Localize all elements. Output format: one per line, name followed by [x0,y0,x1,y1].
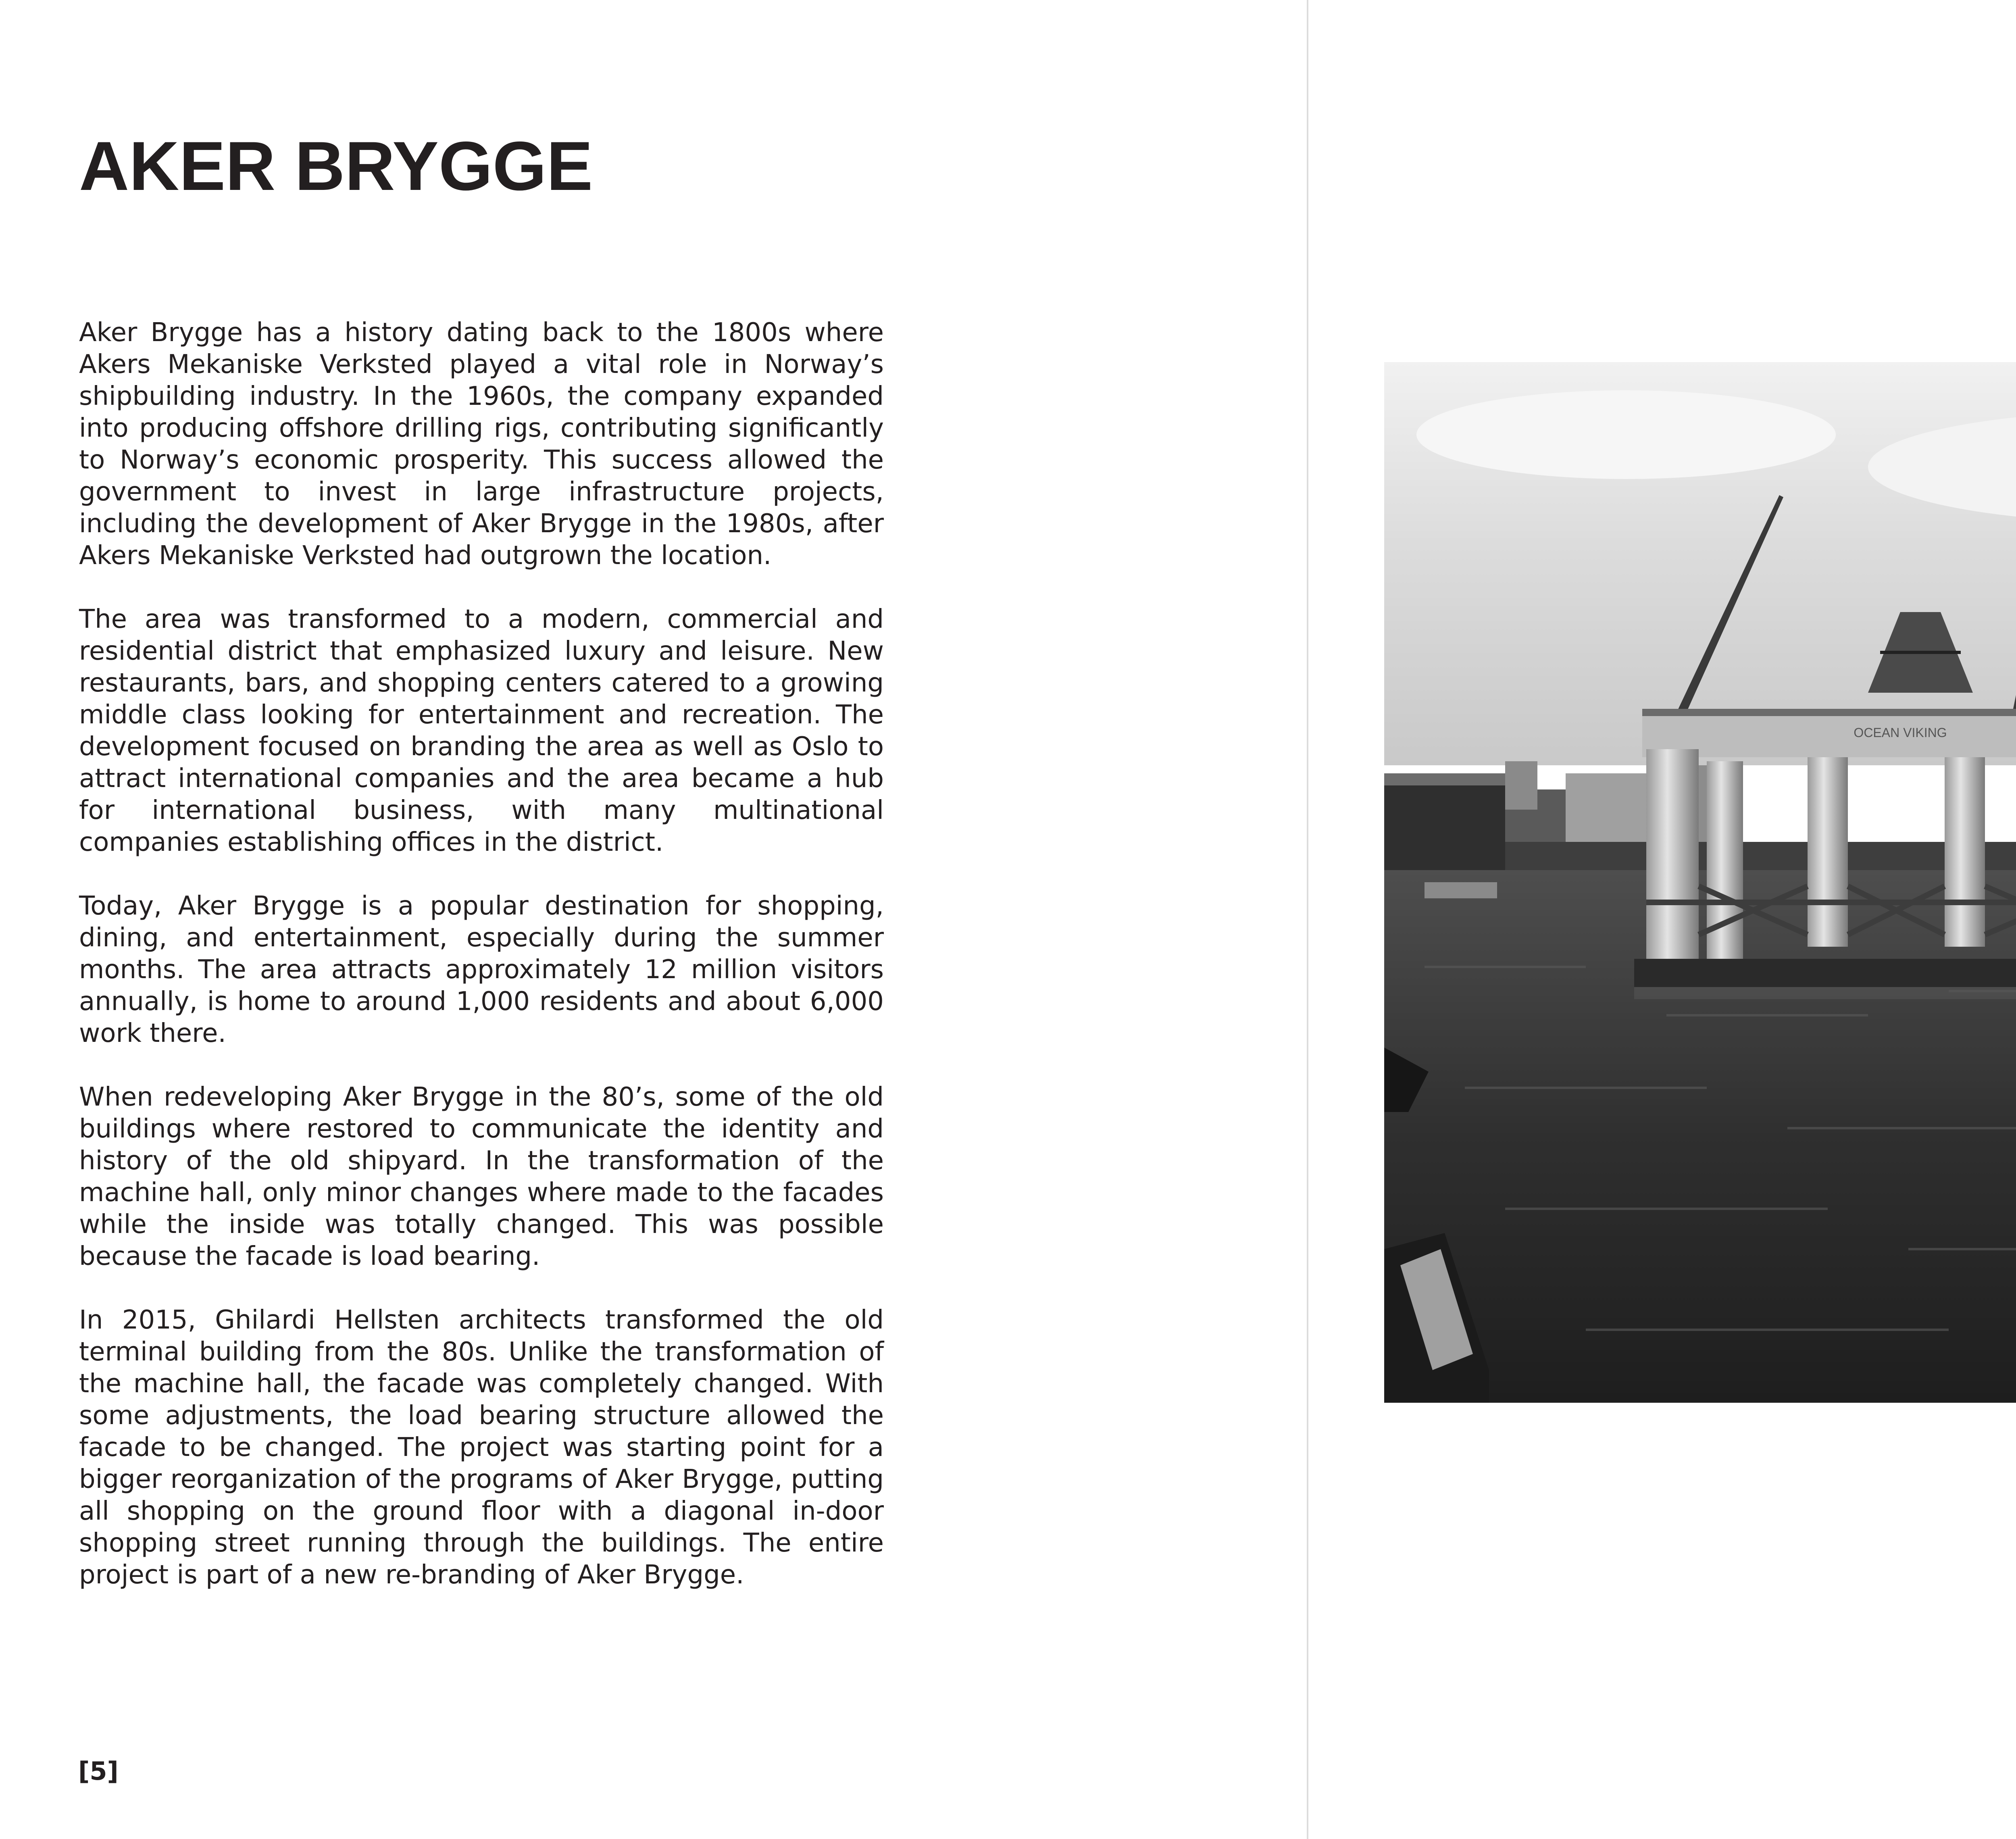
article-body [79,317,884,1591]
article-paragraph: Aker Brygge has a history dating back to the 1800s where Akers Mekaniske Verksted played a vital role in Norway’s shipbuilding industry. In the 1960s, the company expanded into producing offshore drilling rigs, contributing significantly to Norway’s economic prosperity. This success allowed the government to invest in large infrastructure projects, including the development of Aker Brygge in the 1980s, after Akers Mekaniske Verksted had outgrown the location. [79,318,884,571]
page-number: [5] [78,1756,119,1786]
rig-leg [1808,757,1848,947]
rig-leg [1945,757,1985,947]
photo-caption [1764,1420,2016,1475]
page-spread-divider [1307,0,1308,1839]
rig-leg [1707,761,1743,963]
harbor-photo [1384,362,2016,1403]
article-paragraph: When redeveloping Aker Brygge in the 80’s, some of the old buildings where restored to communicate the identity and history of the old shipyard. In the transformation of the machine hall, only minor changes where made to the facades while the inside was totally changed. This was possible because the facade is load bearing. [79,1082,884,1271]
article-paragraph: In 2015, Ghilardi Hellsten architects transformed the old terminal building from the 80s. Unlike the transformation of the machine hall, the facade was completely changed. With some adjustments, the load bearing structure allowed the facade to be changed. The project was starting point for a bigger reorganization of the programs of Aker Brygge, putting all shopping on the ground floor with a diagonal in-door shopping street running through the buildings. The entire project is part of a new re-branding of Aker Brygge. [79,1305,884,1590]
caption-title [1764,1420,2016,1447]
page-title: AKER BRYGGE [79,127,593,205]
small-boat [1425,882,1497,898]
article-paragraph: The area was transformed to a modern, commercial and residential district that emphasized luxury and leisure. New restaurants, bars, and shopping centers catered to a growing middle class looking for entertainment and recreation. The development focused on branding the area as well as Oslo to attract international companies and the area became a hub for international business, with many multinational companies establishing offices in the district. [79,604,884,857]
cloud [1416,390,1836,479]
caption-credit [1764,1447,2016,1475]
rig-leg [1646,749,1699,975]
rig-pontoon [1634,959,2016,987]
article-paragraph: Today, Aker Brygge is a popular destination for shopping, dining, and entertainment, especially during the summer months. The area attracts approximately 12 million visitors annually, is home to around 1,000 residents and about 6,000 work there. [79,891,884,1048]
harbor-water [1384,870,2016,1403]
rig-name: OCEAN VIKING [1854,725,1947,740]
